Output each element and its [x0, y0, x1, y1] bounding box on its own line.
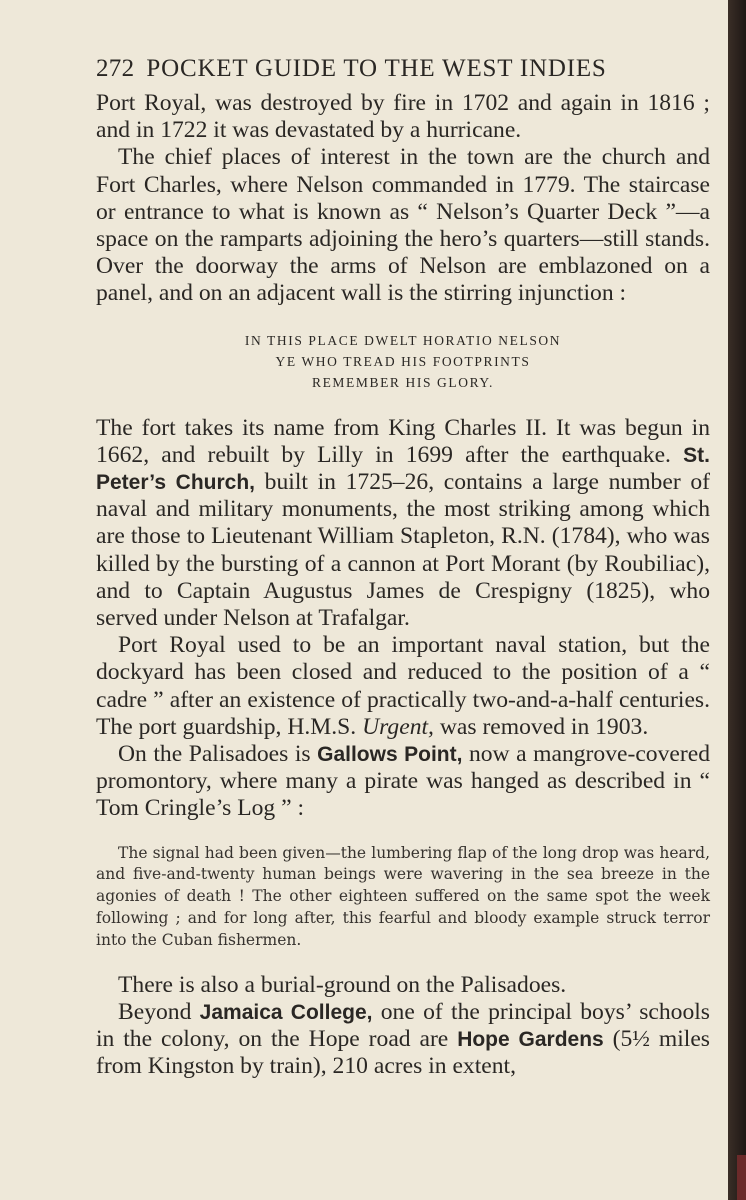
text-run: (5½ miles from Kingston by train), 210 acres in extent, [96, 1026, 710, 1080]
text-run: The fort takes its name from King Charles II. It was begun in 1662, and rebuilt by Lilly in 1699 after the earthquake. [96, 414, 710, 468]
page-number: 272 [96, 55, 135, 82]
text-run: was removed in 1903. [433, 713, 649, 740]
page-edge [728, 0, 746, 1200]
inscription-line: IN THIS PLACE DWELT HORATIO NELSON [244, 332, 562, 348]
text-run: On the Palisadoes is [118, 741, 318, 768]
running-header [96, 52, 710, 86]
page-content [96, 52, 710, 1080]
nelson-inscription [96, 330, 710, 393]
text-run: built in 1725–26, contains a large number of naval and military monuments, the most striking among which are those to Lieutenant William Stapleton, R.N. (1784), who was killed by the bursting of a cannon at Port Morant (by Roubiliac), and to Captain Augustus James de Crespigny (1825), who served under Nelson at Trafalgar. [96, 469, 711, 632]
text-run: now a mangrove-covered promontory, where many a pirate was hanged as described in “ Tom Cringle’s Log ” : [96, 741, 710, 822]
text-run: one of the principal boys’ schools in the colony, on the Hope road are [96, 998, 710, 1053]
paragraph-naval-station [96, 632, 710, 741]
tom-cringle-quote: The signal had been given—the lumbering flap of the long drop was heard, and five-and-twenty human beings were wavering in the sea breeze in the agonies of death ! The other eighteen suffered on the same spot the week following ; and for long after, this fearful and bloody example struck terror into the Cuban fishermen. [96, 843, 710, 949]
text-run: Port Royal used to be an important naval station, but the dockyard has been closed and reduced to the position of a “ cadre ” after an existence of practically two-and-a-half centuries. The port guardship, H.M.S. [96, 632, 710, 740]
jamaica-college-heading: Jamaica College, [199, 1000, 373, 1024]
st-peters-church-heading: St. Peter’s Church, [96, 443, 710, 495]
running-title: POCKET GUIDE TO THE WEST INDIES [146, 55, 607, 82]
inscription-line: YE WHO TREAD HIS FOOTPRINTS [275, 353, 531, 369]
paragraph-places-of-interest: The chief places of interest in the town are the church and Fort Charles, where Nelson commanded in 1779. The staircase or entrance to what is known as “ Nelson’s Quarter Deck ”—a space on the ramparts adjoining the hero’s quarters—still stands. Over the doorway the arms of Nelson are emblazoned on a panel, and on an adjacent wall is the stirring injunction : [96, 144, 710, 307]
paragraph-gallows-point [96, 741, 710, 823]
edge-marker [737, 1155, 746, 1200]
hope-gardens-heading: Hope Gardens [457, 1028, 604, 1052]
paragraph-fort-and-church [96, 415, 710, 633]
gallows-point-heading: Gallows Point, [317, 743, 463, 767]
ship-name: Urgent, [362, 713, 434, 740]
inscription-line: REMEMBER HIS GLORY. [311, 374, 495, 390]
text-run: Beyond [118, 998, 200, 1025]
paragraph-burial-ground: There is also a burial-ground on the Palisadoes. [118, 971, 567, 998]
paragraph-hope-gardens [96, 999, 710, 1081]
paragraph-port-royal-destruction: Port Royal, was destroyed by fire in 1702 and again in 1816 ; and in 1722 it was devastated by a hurricane. [96, 90, 710, 144]
